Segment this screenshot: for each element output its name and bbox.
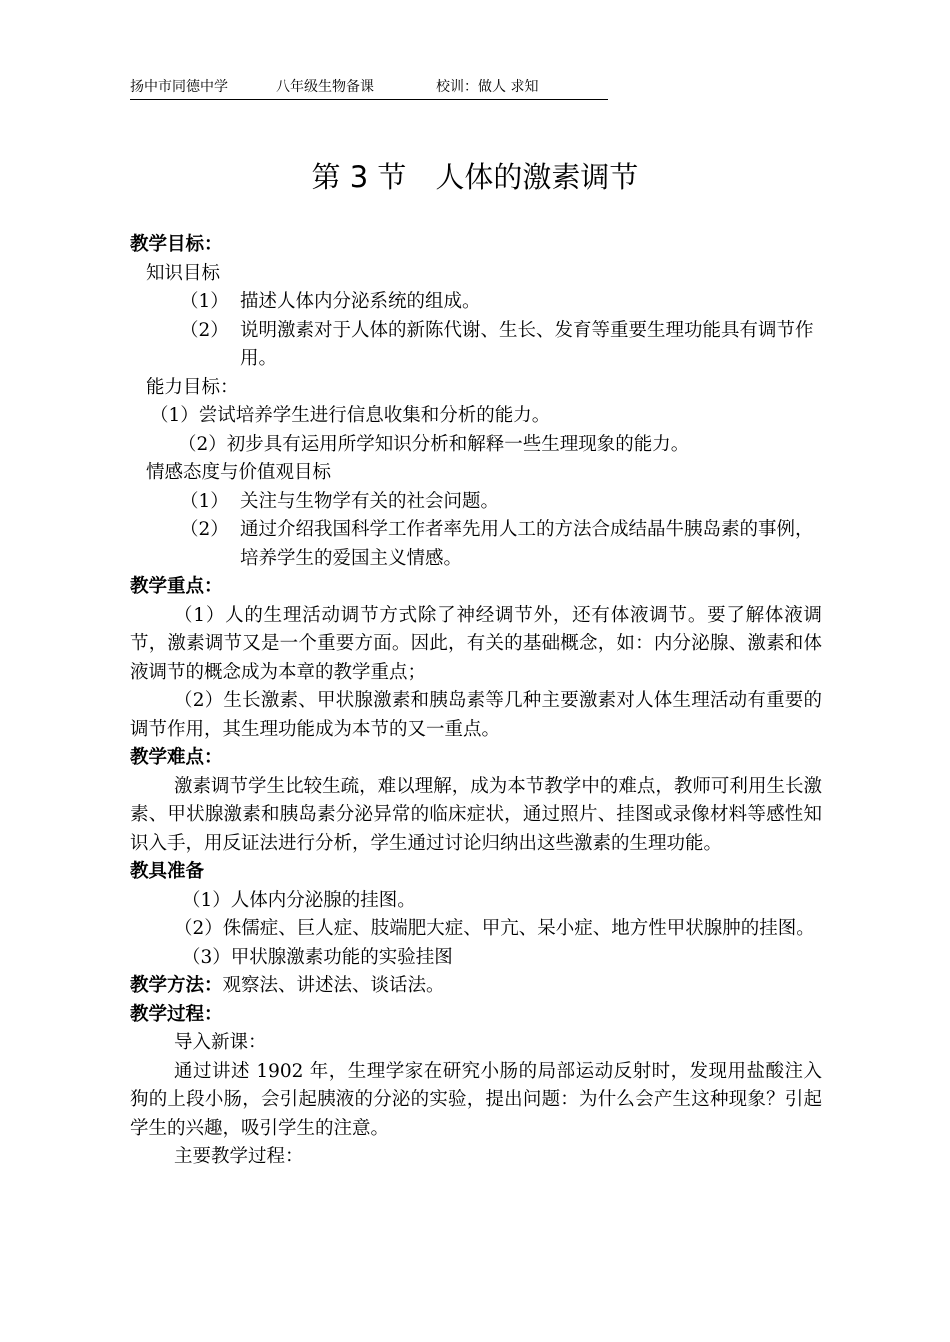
header-school: 扬中市同德中学 (130, 79, 228, 95)
item-text: 关注与生物学有关的社会问题。 (240, 490, 500, 512)
difficulties-heading: 教学难点： (130, 747, 223, 768)
methods-line (130, 972, 822, 1001)
materials-heading: 教具准备 (130, 861, 205, 882)
intro-paragraph: 通过讲述 1902 年，生理学家在研究小肠的局部运动反射时，发现用盐酸注入狗的上段小肠，会引起胰液的分泌的实验，提出问题：为什么会产生这种现象？引起学生的兴趣，吸引学生的注意。 (130, 1060, 822, 1139)
materials-item: （2）侏儒症、巨人症、肢端肥大症、甲亢、呆小症、地方性甲状腺肿的挂图。 (174, 918, 815, 939)
item-number: （2） (180, 319, 229, 341)
item-number: （1） (180, 291, 229, 312)
materials-item: （3）甲状腺激素功能的实验挂图 (182, 946, 453, 968)
item-number: （2） (180, 519, 229, 540)
page-header (130, 76, 608, 100)
intro-label: 导入新课： (174, 1032, 267, 1053)
ability-label: 能力目标： (146, 376, 239, 398)
header-motto: 校训：做人 求知 (436, 79, 539, 95)
goals-heading: 教学目标： (130, 234, 223, 255)
item-text: 描述人体内分泌系统的组成。 (240, 291, 481, 312)
attitude-item (130, 488, 822, 517)
knowledge-item (130, 288, 822, 317)
key-points-heading: 教学重点： (130, 576, 223, 597)
attitude-label: 情感态度与价值观目标 (146, 462, 332, 483)
key-point-paragraph: （2）生长激素、甲状腺激素和胰岛素等几种主要激素对人体生理活动有重要的调节作用，其生理功能成为本节的又一重点。 (130, 690, 822, 740)
difficulties-paragraph: 激素调节学生比较生疏，难以理解，成为本节教学中的难点，教师可利用生长激素、甲状腺激素和胰岛素分泌异常的临床症状，通过照片、挂图或录像材料等感性知识入手，用反证法进行分析，学生通过讨论归纳出这些激素的生理功能。 (130, 775, 822, 854)
main-process-label: 主要教学过程： (174, 1146, 304, 1167)
key-point-paragraph: （1）人的生理活动调节方式除了神经调节外，还有体液调节。要了解体液调节，激素调节又是一个重要方面。因此，有关的基础概念，如：内分泌腺、激素和体液调节的概念成为本章的教学重点； (130, 604, 822, 683)
item-text: 通过介绍我国科学工作者率先用人工的方法合成结晶牛胰岛素的事例，培养学生的爱国主义情感。 (240, 519, 814, 569)
item-text: 说明激素对于人体的新陈代谢、生长、发育等重要生理功能具有调节作用。 (240, 319, 814, 369)
item-number: （1） (180, 490, 229, 512)
methods-text: 观察法、讲述法、谈话法。 (222, 975, 445, 996)
page-title: 第 3 节 人体的激素调节 (311, 160, 639, 194)
ability-item: （2）初步具有运用所学知识分析和解释一些生理现象的能力。 (178, 433, 690, 455)
ability-item: （1）尝试培养学生进行信息收集和分析的能力。 (150, 405, 551, 426)
methods-heading: 教学方法： (130, 975, 223, 996)
process-heading: 教学过程： (130, 1003, 223, 1025)
knowledge-item (130, 317, 822, 374)
knowledge-label: 知识目标 (146, 262, 221, 284)
materials-item: （1）人体内分泌腺的挂图。 (182, 889, 416, 911)
attitude-item (130, 516, 822, 573)
document-body (130, 231, 822, 1172)
header-course: 八年级生物备课 (276, 79, 374, 95)
